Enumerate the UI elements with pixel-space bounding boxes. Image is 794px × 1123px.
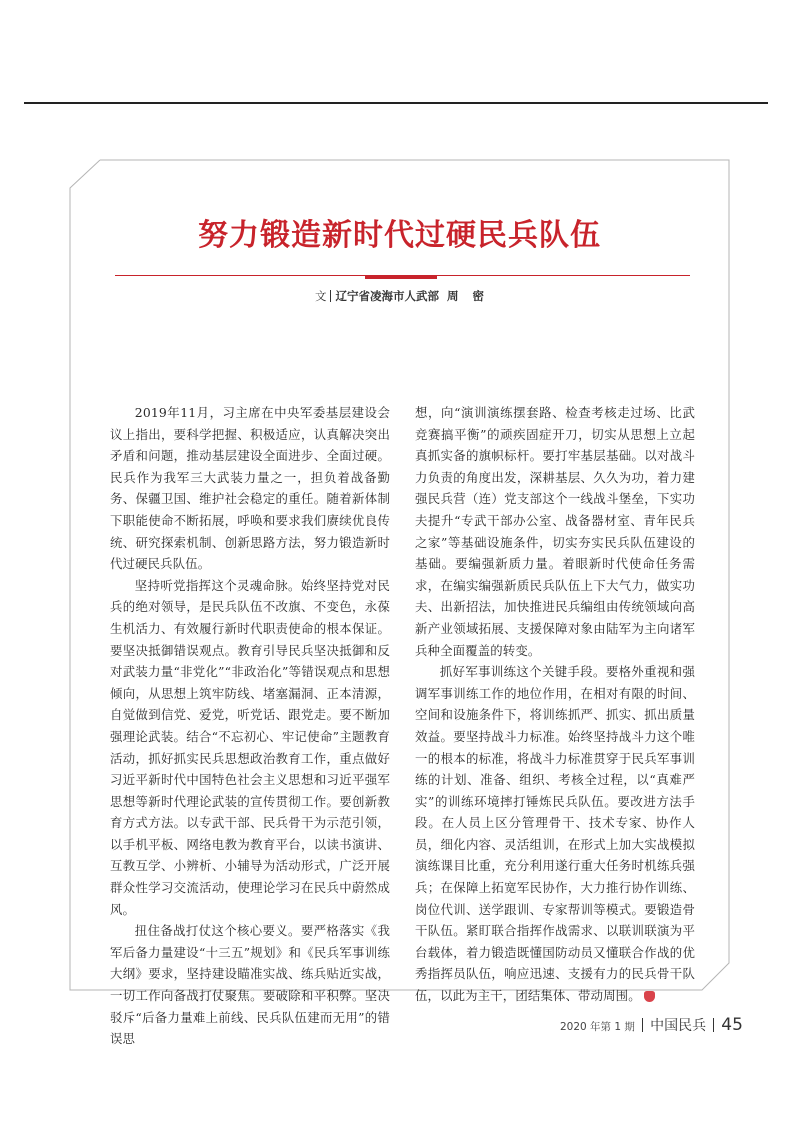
shield-end-mark-icon: ✦ xyxy=(644,991,655,1002)
left-column xyxy=(110,402,390,1050)
paragraph: 2019年11月，习主席在中央军委基层建设会议上指出，要科学把握、积极适应，认真解决突出矛盾和问题，推动基层建设全面进步、全面过硬。民兵作为我军三大武装力量之一，担负着战备勤务、保疆卫国、维护社会稳定的重任。随着新体制下职能使命不断拓展，呼唤和要求我们赓续优良传统、研究探索机制、创新思路方法，努力锻造新时代过硬民兵队伍。 xyxy=(110,405,390,572)
byline-separator xyxy=(330,290,331,302)
byline-organization: 辽宁省凌海市人武部 xyxy=(335,289,439,303)
right-column xyxy=(415,402,695,1007)
article-title: 努力锻造新时代过硬民兵队伍 xyxy=(198,218,601,253)
byline-author-given: 密 xyxy=(472,289,484,303)
byline-author-surname: 周 xyxy=(447,289,459,303)
page-number: 45 xyxy=(721,1015,743,1035)
page-footer xyxy=(560,1015,743,1035)
paragraph-text: 抓好军事训练这个关键手段。要格外重视和强调军事训练工作的地位作用，在相对有限的时间、空间和设施条件下，将训练抓严、抓实、抓出质量效益。要坚持战斗力标准。始终坚持战斗力这个唯一的根本的标准，将战斗力标准贯穿于民兵军事训练的计划、准备、组织、考核全过程，以“真难严实”的训练环境摔打锤炼民兵队伍。要改进方法手段。在人员上区分管理骨干、技术专家、协作人员，细化内容、灵活组训，在形式上加大实战模拟演练课目比重，充分利用遂行重大任务时机练兵强兵；在保障上拓宽军民协作，大力推行协作训练、岗位代训、送学跟训、专家帮训等模式。要锻造骨干队伍。紧盯联合指挥作战需求、以联训联演为平台载体，着力锻造既懂国防动员又懂联合作战的优秀指挥员队伍，响应迅速、支援有力的民兵骨干队伍，以此为主干，团结集体、带动周围。 xyxy=(415,664,695,1004)
magazine-name: 中国民兵 xyxy=(650,1018,707,1034)
issue-label: 2020 年第 1 期 xyxy=(560,1021,635,1033)
byline xyxy=(70,288,729,304)
footer-separator xyxy=(713,1018,714,1032)
paragraph xyxy=(415,661,695,1007)
header-rule xyxy=(24,102,768,104)
footer-separator xyxy=(642,1018,643,1032)
byline-prefix: 文 xyxy=(314,289,327,303)
title-underline-accent xyxy=(365,275,437,279)
paragraph: 扭住备战打仗这个核心要义。要严格落实《我军后备力量建设“十三五”规划》和《民兵军事训练大纲》要求，坚持建设瞄准实战、练兵贴近实战，一切工作向备战打仗聚焦。要破除和平积弊。坚决驳斥“后备力量难上前线、民兵队伍建而无用”的错误思 xyxy=(110,923,390,1047)
paragraph-continued: 想，向“演训演练摆套路、检查考核走过场、比武竞赛搞平衡”的顽疾固症开刀，切实从思想上立起真抓实备的旗帜标杆。要打牢基层基础。以对战斗力负责的角度出发，深耕基层、久久为功，着力建强民兵营（连）党支部这个一线战斗堡垒，下实功夫提升“专武干部办公室、战备器材室、青年民兵之家”等基础设施条件，切实夯实民兵队伍建设的基础。要编强新质力量。着眼新时代使命任务需求，在编实编强新质民兵队伍上下大气力，做实功夫、出新招法，加快推进民兵编组由传统领域向高新产业领域拓展、支援保障对象由陆军为主向诸军兵种全面覆盖的转变。 xyxy=(415,405,695,658)
paragraph: 坚持听党指挥这个灵魂命脉。始终坚持党对民兵的绝对领导，是民兵队伍不改旗、不变色，永葆生机活力、有效履行新时代职责使命的根本保证。要坚决抵御错误观点。教育引导民兵坚决抵御和反对武装力量“非党化”“非政治化”等错误观点和思想倾向，从思想上筑牢防线、堵塞漏洞、正本清源，自觉做到信党、爱党，听党话、跟党走。要不断加强理论武装。结合“不忘初心、牢记使命”主题教育活动，抓好抓实民兵思想政治教育工作，重点做好习近平新时代中国特色社会主义思想和习近平强军思想等新时代理论武装的宣传贯彻工作。要创新教育方式方法。以专武干部、民兵骨干为示范引领，以手机平板、网络电教为教育平台，以读书演讲、互教互学、小辨析、小辅导为活动形式，广泛开展群众性学习交流活动，使理论学习在民兵中蔚然成风。 xyxy=(110,577,390,917)
